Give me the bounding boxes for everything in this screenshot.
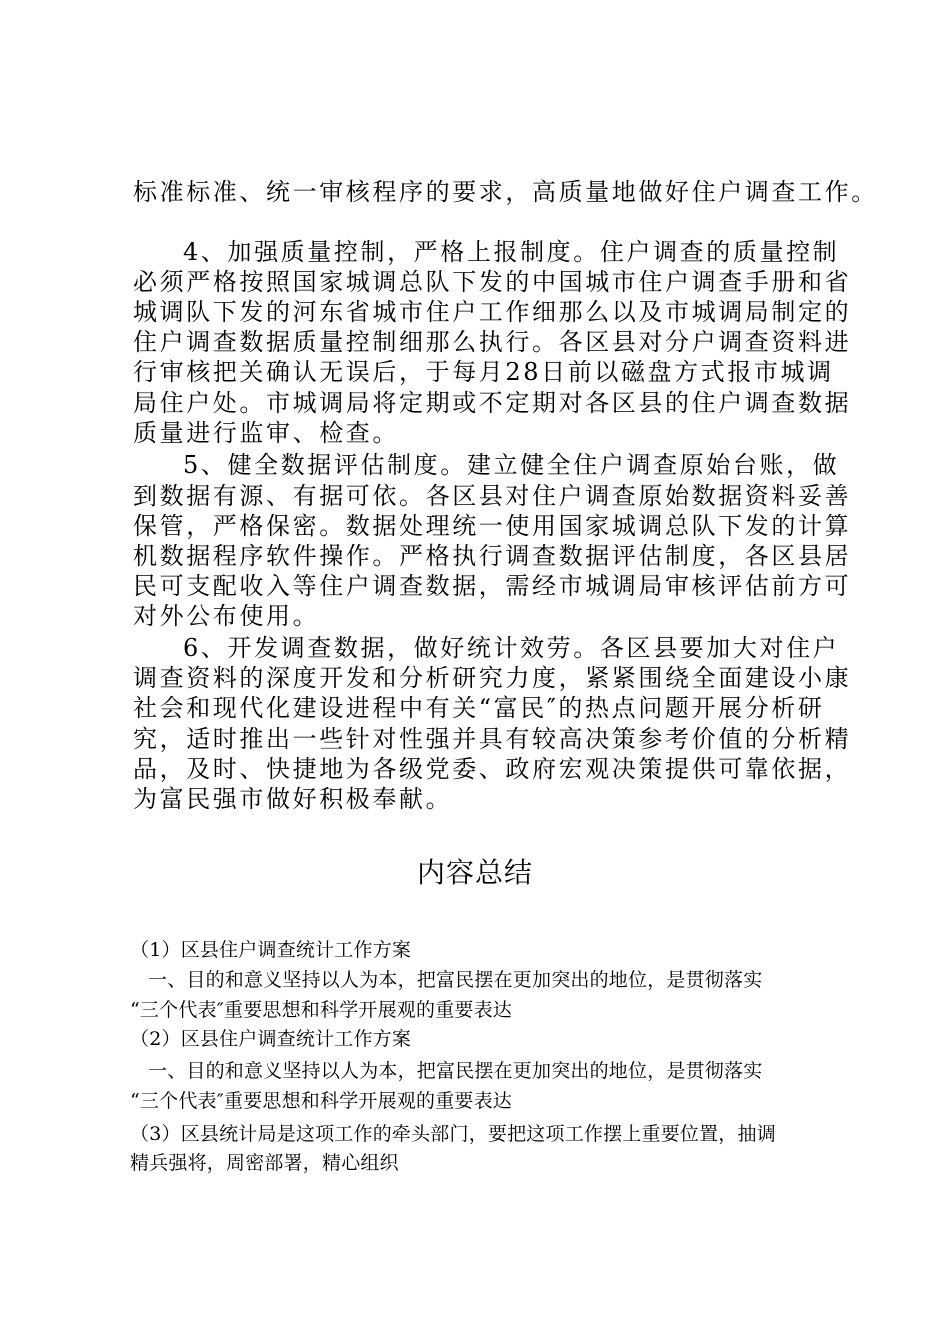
paragraph-line: 必须严格按照国家城调总队下发的中国城市住户调查手册和省 [133,268,852,296]
paragraph-line: 对外公布使用。 [133,602,320,630]
intro-line: 标准标准、统一审核程序的要求，高质量地做好住户调查工作。 [133,178,878,206]
paragraph-line: 4、加强质量控制，严格上报制度。住户调查的质量控制 [183,238,840,266]
summary-line: 精兵强将，周密部署，精心组织 [130,1152,399,1174]
paragraph-line: 行审核把关确认无误后，于每月28日前以磁盘方式报市城调 [133,358,834,386]
paragraph-line: 机数据程序软件操作。严格执行调查数据评估制度，各区县居 [133,542,852,570]
paragraph-line: 质量进行监审、检查。 [133,419,399,447]
paragraph-line: 究，适时推出一些针对性强并具有较高决策参考价值的分析精 [133,725,852,753]
paragraph-line: 民可支配收入等住户调查数据，需经市城调局审核评估前方可 [133,572,852,600]
paragraph-line: 6、开发调查数据，做好统计效劳。各区县要加大对住户 [183,634,840,662]
paragraph-line: 保管，严格保密。数据处理统一使用国家城调总队下发的计算 [133,512,852,540]
paragraph-line: 为富民强市做好积极奉献。 [133,785,453,813]
paragraph-line: 城调队下发的河东省城市住户工作细那么以及市城调局制定的 [133,298,852,326]
summary-line: （1）区县住户调查统计工作方案 [130,939,412,961]
paragraph-line: 到数据有源、有据可依。各区县对住户调查原始数据资料妥善 [133,482,852,510]
paragraph-line: 住户调查数据质量控制细那么执行。各区县对分户调查资料进 [133,328,852,356]
summary-line: 一、目的和意义坚持以人为本，把富民摆在更加突出的地位，是贯彻落实 [148,1060,763,1082]
paragraph-line: 品，及时、快捷地为各级党委、政府宏观决策提供可靠依据， [133,755,852,783]
summary-title: 内容总结 [416,856,533,889]
summary-line: “三个代表″重要思想和科学开展观的重要表达 [130,999,513,1021]
paragraph-line: 调查资料的深度开发和分析研究力度，紧紧围绕全面建设小康 [133,664,852,692]
paragraph-line: 5、健全数据评估制度。建立健全住户调查原始台账，做 [183,451,840,479]
paragraph-line: 社会和现代化建设进程中有关“富民″的热点问题开展分析研 [133,694,825,722]
summary-line: （2）区县住户调查统计工作方案 [130,1028,412,1050]
summary-line: （3）区县统计局是这项工作的牵头部门，要把这项工作摆上重要位置，抽调 [130,1123,776,1145]
paragraph-line: 局住户处。市城调局将定期或不定期对各区县的住户调查数据 [133,389,852,417]
summary-line: “三个代表″重要思想和科学开展观的重要表达 [130,1090,513,1112]
summary-line: 一、目的和意义坚持以人为本，把富民摆在更加突出的地位，是贯彻落实 [148,969,763,991]
